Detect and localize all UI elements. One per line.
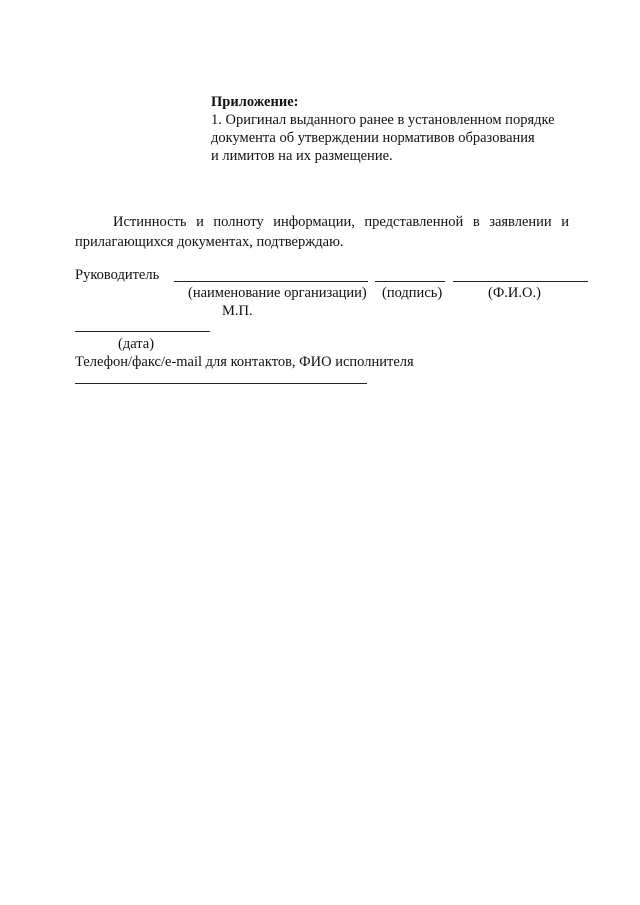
appendix-line-1: 1. Оригинал выданного ранее в установленном порядке: [211, 112, 555, 128]
org-name-line: [174, 281, 368, 282]
stamp-place: М.П.: [222, 303, 253, 319]
appendix-line-2: документа об утверждении нормативов образования: [211, 130, 535, 146]
signature-line: [375, 281, 445, 282]
caption-full-name: (Ф.И.О.): [488, 285, 541, 301]
contacts-label: Телефон/факс/e-mail для контактов, ФИО исполнителя: [75, 354, 414, 370]
appendix-heading: Приложение:: [211, 94, 299, 110]
date-line: [75, 331, 210, 332]
date-caption: (дата): [118, 336, 155, 352]
full-name-line: [453, 281, 588, 282]
appendix-line-3: и лимитов на их размещение.: [211, 148, 393, 164]
confirmation-statement: Истинность и полноту информации, представленной в заявлении и прилагающихся документах, подтверждаю.: [75, 214, 569, 250]
caption-org-name: (наименование организации): [188, 285, 367, 301]
caption-signature: (подпись): [382, 285, 443, 301]
contacts-line: [75, 383, 367, 384]
head-label: Руководитель: [75, 267, 160, 283]
